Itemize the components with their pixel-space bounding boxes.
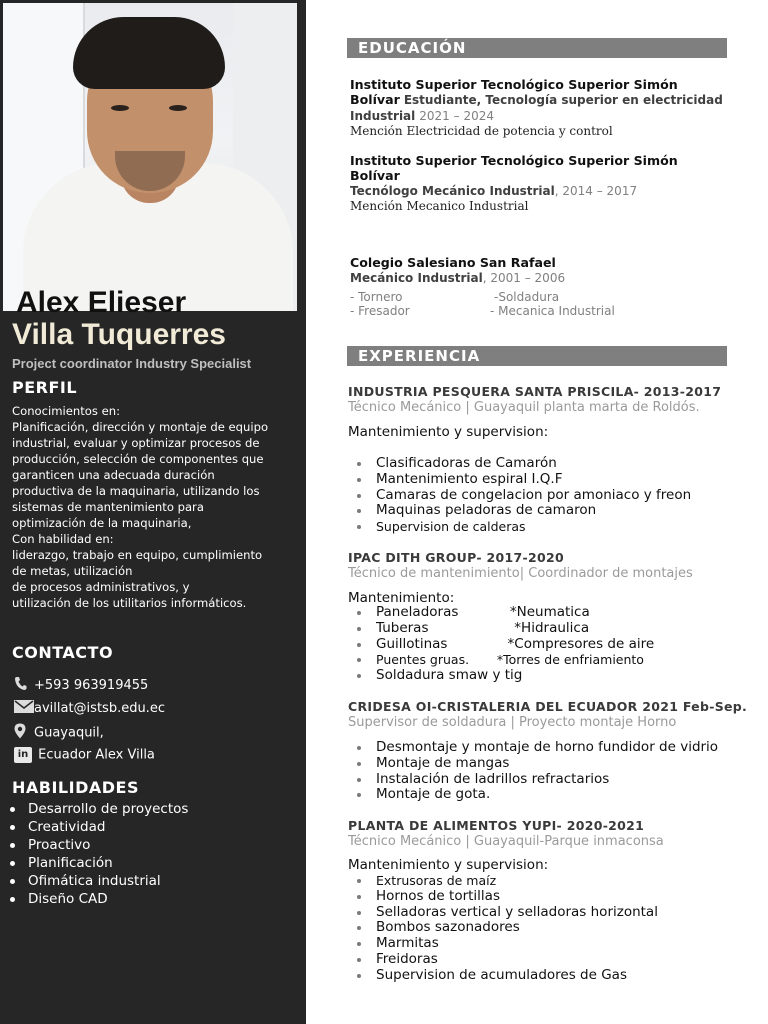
job-duties-list: [356, 740, 718, 803]
job-duties-list: [356, 456, 691, 535]
education-mention: Mención Electricidad de potencia y control: [350, 124, 613, 138]
list-item: Puentes gruas. *Torres de enfriamiento: [356, 652, 654, 668]
skills-list: [8, 800, 188, 908]
extra-skill: - Fresador: [350, 304, 410, 318]
job-header: [348, 818, 748, 849]
habilidades-heading: HABILIDADES: [12, 778, 139, 797]
contact-email[interactable]: [14, 700, 165, 717]
list-item: Bombos sazonadores: [356, 920, 658, 936]
job-title: PLANTA DE ALIMENTOS YUPI- 2020-2021: [348, 818, 645, 833]
list-item: Instalación de ladrillos refractarios: [356, 772, 718, 788]
linkedin-icon: in: [14, 747, 32, 763]
contact-linkedin[interactable]: [14, 747, 155, 763]
first-name: Alex Elieser: [16, 286, 187, 319]
job-intro: Mantenimiento y supervision:: [348, 857, 549, 873]
list-item: Camaras de congelacion por amoniaco y freon: [356, 488, 691, 504]
job-header: [348, 699, 748, 730]
list-item: Creatividad: [8, 818, 188, 836]
job-subtitle: Supervisor de soldadura | Proyecto montaje Horno: [348, 715, 677, 730]
job-intro: Mantenimiento:: [348, 590, 455, 606]
list-item: Tuberas *Hidraulica: [356, 621, 654, 637]
education-dates: , 2014 – 2017: [554, 184, 638, 198]
location-pin-icon: [14, 723, 34, 743]
list-item: Paneladoras *Neumatica: [356, 605, 654, 621]
education-entry: [350, 153, 725, 214]
job-header: [348, 384, 748, 415]
list-item: Montaje de gota.: [356, 787, 718, 803]
education-dates: 2021 – 2024: [419, 109, 494, 123]
job-subtitle: Técnico de mantenimiento| Coordinador de montajes: [348, 566, 693, 581]
left-sidebar: [0, 0, 306, 1024]
list-item: Mantenimiento espiral I.Q.F: [356, 472, 691, 488]
list-item: Freidoras: [356, 952, 658, 968]
job-duties-list: [356, 605, 654, 684]
list-item: Marmitas: [356, 936, 658, 952]
contact-phone[interactable]: [14, 676, 148, 695]
job-header: [348, 550, 748, 581]
list-item: Desarrollo de proyectos: [8, 800, 188, 818]
email-address: avillat@istsb.edu.ec: [34, 701, 165, 716]
list-item: Ofimática industrial: [8, 872, 188, 890]
phone-number: +593 963919455: [34, 678, 149, 693]
education-institution: Colegio Salesiano San Rafael: [350, 255, 556, 270]
list-item: Guillotinas *Compresores de aire: [356, 637, 654, 653]
list-item: Hornos de tortillas: [356, 889, 658, 905]
extra-skill: - Mecanica Industrial: [490, 304, 615, 318]
perfil-heading: PERFIL: [12, 378, 78, 397]
list-item: Planificación: [8, 854, 188, 872]
contacto-heading: CONTACTO: [12, 643, 114, 662]
job-subtitle: Técnico Mecánico | Guayaquil planta marta de Roldós.: [348, 400, 700, 415]
list-item: Proactivo: [8, 836, 188, 854]
list-item: Montaje de mangas: [356, 756, 718, 772]
profile-photo: [3, 3, 297, 311]
education-degree: Estudiante, Tecnología superior en electricidad Industrial: [350, 93, 723, 123]
list-item: Extrusoras de maíz: [356, 873, 658, 889]
education-institution: Instituto Superior Tecnológico Superior Simón Bolívar: [350, 77, 678, 107]
list-item: Clasificadoras de Camarón: [356, 456, 691, 472]
list-item: Maquinas peladoras de camaron: [356, 503, 691, 519]
last-name: Villa Tuquerres: [12, 318, 226, 351]
education-institution: Instituto Superior Tecnológico Superior Simón Bolívar: [350, 153, 678, 183]
list-item: Supervision de acumuladores de Gas: [356, 968, 658, 984]
job-subtitle: Técnico Mecánico | Guayaquil-Parque inmaconsa: [348, 834, 664, 849]
mail-icon: [14, 700, 34, 717]
education-entry: [350, 77, 725, 139]
location-text: Guayaquil,: [34, 725, 104, 741]
education-entry: [350, 255, 725, 286]
job-title: CRIDESA OI-CRISTALERIA DEL ECUADOR 2021 Feb-Sep.: [348, 699, 748, 714]
perfil-text: Conocimientos en: Planificación, dirección y montaje de equipo industrial, evaluar y optimizar procesos de producción, selección de componentes que garanticen una adecuada duración productiva de la maquinaria, utilizando los sistemas de mantenimiento para optimización de la maquinaria, Con habilidad en: liderazgo, trabajo en equipo, cumplimiento de metas, utilización de procesos administrativos, y utilización de los utilitarios informáticos.: [12, 404, 269, 610]
experiencia-heading: EXPERIENCIA: [347, 346, 727, 366]
phone-icon: [14, 676, 34, 695]
contact-location: [14, 723, 104, 743]
extra-skill: - Tornero: [350, 290, 403, 304]
education-degree: Tecnólogo Mecánico Industrial: [350, 184, 555, 198]
list-item: Selladoras vertical y selladoras horizontal: [356, 905, 658, 921]
education-dates: , 2001 – 2006: [482, 271, 566, 285]
job-intro: Mantenimiento y supervision:: [348, 424, 549, 440]
education-degree: Mecánico Industrial: [350, 271, 483, 285]
extra-skill: -Soldadura: [494, 290, 560, 304]
job-title: IPAC DITH GROUP- 2017-2020: [348, 550, 564, 565]
job-title: INDUSTRIA PESQUERA SANTA PRISCILA- 2013-2017: [348, 384, 722, 399]
list-item: Diseño CAD: [8, 890, 188, 908]
list-item: Desmontaje y montaje de horno fundidor de vidrio: [356, 740, 718, 756]
job-role: Project coordinator Industry Specialist: [12, 356, 252, 371]
education-mention: Mención Mecanico Industrial: [350, 199, 529, 213]
list-item: Supervision de calderas: [356, 519, 691, 535]
list-item: Soldadura smaw y tig: [356, 668, 654, 684]
educacion-heading: EDUCACIÓN: [347, 38, 727, 58]
linkedin-text: Ecuador Alex Villa: [38, 747, 155, 763]
job-duties-list: [356, 873, 658, 984]
